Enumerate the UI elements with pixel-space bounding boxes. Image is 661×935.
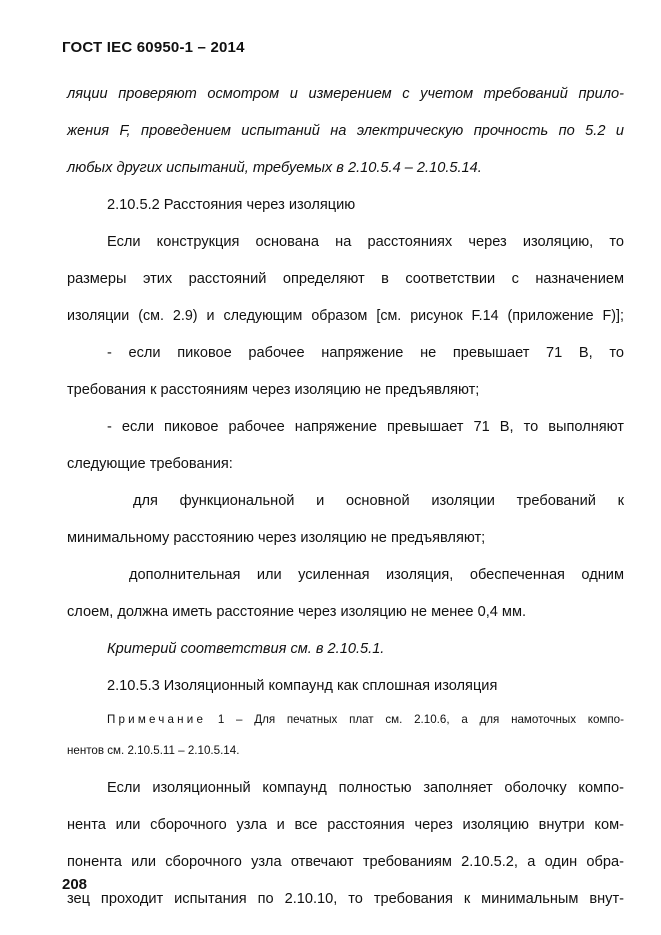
note-line bbox=[107, 710, 624, 730]
text-line: любых других испытаний, требуемых в 2.10.5.4 – 2.10.5.14. bbox=[67, 160, 482, 176]
text-line: понента или сборочного узла отвечают требованиям 2.10.5.2, а один обра- bbox=[67, 854, 624, 870]
text-line: размеры этих расстояний определяют в соответствии с назначением bbox=[67, 271, 624, 287]
text-line: зец проходит испытания по 2.10.10, то требования к минимальным внут- bbox=[67, 891, 624, 907]
list-item: - если пиковое рабочее напряжение не превышает 71 В, то bbox=[107, 345, 624, 361]
document-header: ГОСТ IEC 60950-1 – 2014 bbox=[62, 39, 245, 56]
note-line: нентов см. 2.10.5.11 – 2.10.5.14. bbox=[67, 744, 240, 757]
text-line: слоем, должна иметь расстояние через изоляцию не менее 0,4 мм. bbox=[67, 604, 527, 620]
text-line: нента или сборочного узла и все расстояния через изоляцию внутри ком- bbox=[67, 817, 624, 833]
text-line: жения F, проведением испытаний на электрическую прочность по 5.2 и bbox=[67, 123, 624, 139]
text-line: минимальному расстоянию через изоляцию не предъявляют; bbox=[67, 530, 486, 546]
section-heading: 2.10.5.2 Расстояния через изоляцию bbox=[107, 197, 356, 213]
note-label: Примечание bbox=[107, 713, 207, 726]
list-item: - если пиковое рабочее напряжение превышает 71 В, то выполняют bbox=[107, 419, 624, 435]
section-heading: 2.10.5.3 Изоляционный компаунд как сплошная изоляция bbox=[107, 678, 498, 694]
page-number: 208 bbox=[62, 876, 88, 893]
list-item: для функциональной и основной изоляции требований к bbox=[133, 493, 624, 509]
compliance-criterion: Критерий соответствия см. в 2.10.5.1. bbox=[107, 641, 385, 657]
text-line: изоляции (см. 2.9) и следующим образом [см. рисунок F.14 (приложение F)]; bbox=[67, 308, 624, 324]
note-text: 1 – Для печатных плат см. 2.10.6, а для намоточных компо- bbox=[206, 713, 624, 726]
list-item: дополнительная или усиленная изоляция, обеспеченная одним bbox=[129, 567, 624, 583]
text-line: Если конструкция основана на расстояниях через изоляцию, то bbox=[107, 234, 624, 250]
text-line: следующие требования: bbox=[67, 456, 233, 472]
text-line: Если изоляционный компаунд полностью заполняет оболочку компо- bbox=[107, 780, 624, 796]
text-line: ляции проверяют осмотром и измерением с учетом требований прило- bbox=[67, 86, 624, 102]
text-line: требования к расстояниям через изоляцию не предъявляют; bbox=[67, 382, 480, 398]
